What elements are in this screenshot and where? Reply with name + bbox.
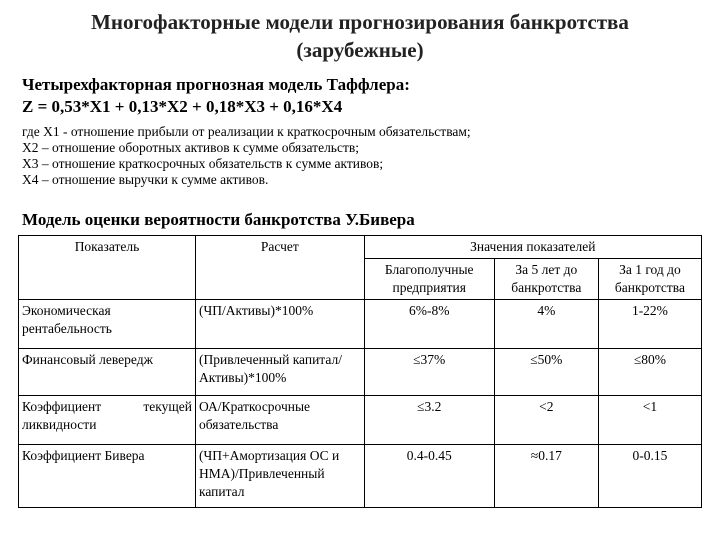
header-healthy: Благополучные предприятия <box>364 259 494 300</box>
table-header-row <box>19 236 702 259</box>
row-5years: ≈0.17 <box>494 445 598 508</box>
definition-x1: где X1 - отношение прибыли от реализации к краткосрочным обязательствам; <box>22 124 471 139</box>
definition-x3: X3 – отношение краткосрочных обязательств к сумме активов; <box>22 156 384 171</box>
slide-title-line2: (зарубежные) <box>296 38 424 62</box>
row-5years: ≤50% <box>494 349 598 396</box>
table-row <box>19 396 702 445</box>
row-healthy: ≤37% <box>364 349 494 396</box>
row-healthy: 6%-8% <box>364 300 494 349</box>
header-values-group: Значения показателей <box>364 236 701 259</box>
definition-x4: X4 – отношение выручки к сумме активов. <box>22 172 269 187</box>
slide-title <box>0 8 720 64</box>
row-5years: <2 <box>494 396 598 445</box>
row-indicator: Коэффициент Бивера <box>19 445 196 508</box>
header-indicator: Показатель <box>19 236 196 300</box>
row-1year: 0-0.15 <box>598 445 701 508</box>
row-indicator: Экономическая рентабельность <box>19 300 196 349</box>
table-row <box>19 445 702 508</box>
row-healthy: 0.4-0.45 <box>364 445 494 508</box>
row-1year: <1 <box>598 396 701 445</box>
taffler-formula: Z = 0,53*X1 + 0,13*X2 + 0,18*X3 + 0,16*X4 <box>22 97 343 116</box>
row-calculation: ОА/Краткосрочные обязательства <box>195 396 364 445</box>
header-1year: За 1 год до банкротства <box>598 259 701 300</box>
beaver-table <box>18 235 702 508</box>
row-calculation: (ЧП+Амортизация ОС и НМА)/Привлеченный капитал <box>195 445 364 508</box>
row-5years: 4% <box>494 300 598 349</box>
row-indicator: Коэффициент текущей ликвидности <box>19 396 196 445</box>
row-healthy: ≤3.2 <box>364 396 494 445</box>
definition-x2: X2 – отношение оборотных активов к сумме обязательств; <box>22 140 359 155</box>
row-calculation: (Привлеченный капитал/Активы)*100% <box>195 349 364 396</box>
header-5years: За 5 лет до банкротства <box>494 259 598 300</box>
table-row <box>19 349 702 396</box>
table-row <box>19 300 702 349</box>
row-1year: 1-22% <box>598 300 701 349</box>
taffler-definitions <box>22 124 712 188</box>
row-1year: ≤80% <box>598 349 701 396</box>
beaver-heading: Модель оценки вероятности банкротства У.Бивера <box>22 210 415 229</box>
row-calculation: (ЧП/Активы)*100% <box>195 300 364 349</box>
taffler-heading: Четырехфакторная прогнозная модель Таффлера: <box>22 75 410 94</box>
row-indicator: Финансовый левередж <box>19 349 196 396</box>
header-calculation: Расчет <box>195 236 364 300</box>
slide-title-line1: Многофакторные модели прогнозирования банкротства <box>91 10 629 34</box>
